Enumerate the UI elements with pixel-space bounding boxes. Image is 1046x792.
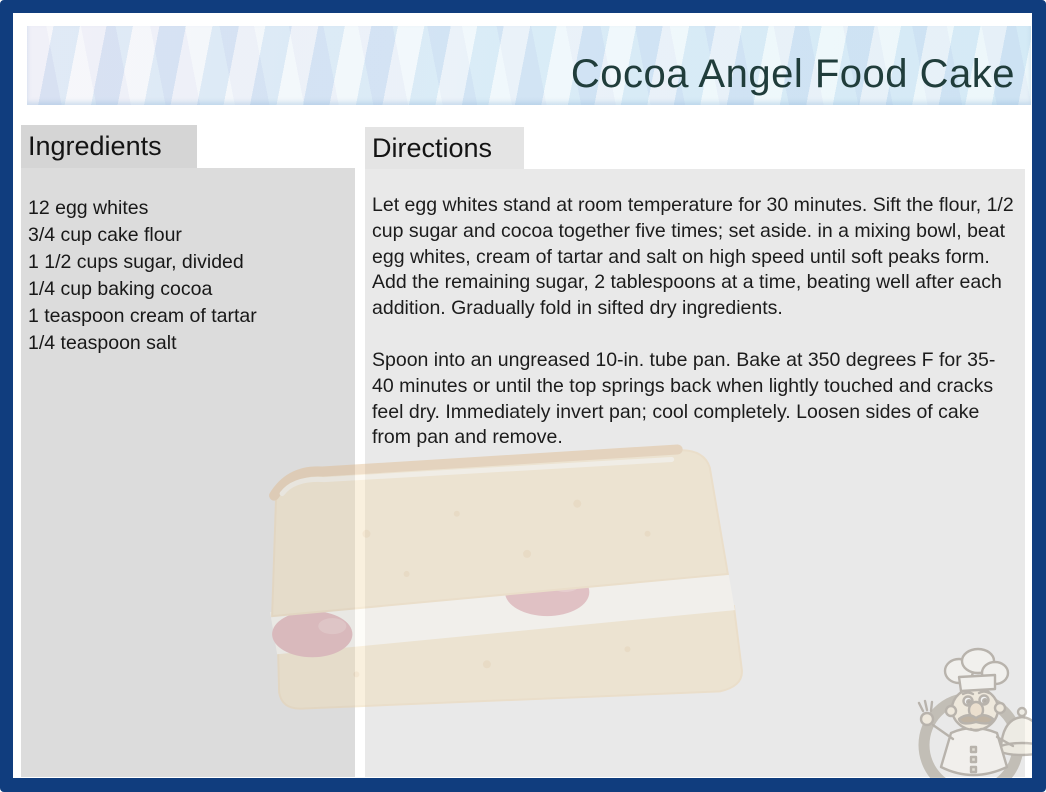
ingredient-item: 12 egg whites <box>28 197 149 219</box>
ingredients-panel <box>21 168 355 777</box>
directions-paragraph: Let egg whites stand at room temperature for 30 minutes. Sift the flour, 1/2 cup sugar and cocoa together five times; set aside. in a mixing bowl, beat egg whites, cream of tartar and salt on high speed until soft peaks form. Add the remaining sugar, 2 tablespoons at a time, beating well after each addition. Gradually fold in sifted dry ingredients. <box>372 194 1014 320</box>
page-title: Cocoa Angel Food Cake <box>570 52 1015 96</box>
ingredient-item: 1 teaspoon cream of tartar <box>28 305 257 327</box>
directions-heading-block <box>365 127 524 169</box>
ingredients-heading-block <box>21 125 197 168</box>
directions-paragraph: Spoon into an ungreased 10-in. tube pan. Bake at 350 degrees F for 35-40 minutes or until the top springs back when lightly touched and cracks feel dry. Immediately invert pan; cool completely. Loosen sides of cake from pan and remove. <box>372 348 996 449</box>
header-banner <box>27 26 1031 105</box>
directions-panel <box>365 169 1025 777</box>
ingredients-heading-label: Ingredients <box>28 131 162 161</box>
directions-paragraphs <box>365 169 1025 451</box>
ingredient-item: 1 1/2 cups sugar, divided <box>28 251 244 273</box>
ingredient-item: 3/4 cup cake flour <box>28 224 182 246</box>
ingredient-item: 1/4 cup baking cocoa <box>28 278 213 300</box>
ingredient-item: 1/4 teaspoon salt <box>28 332 177 354</box>
ingredients-list <box>21 168 355 357</box>
directions-heading-label: Directions <box>372 132 493 163</box>
